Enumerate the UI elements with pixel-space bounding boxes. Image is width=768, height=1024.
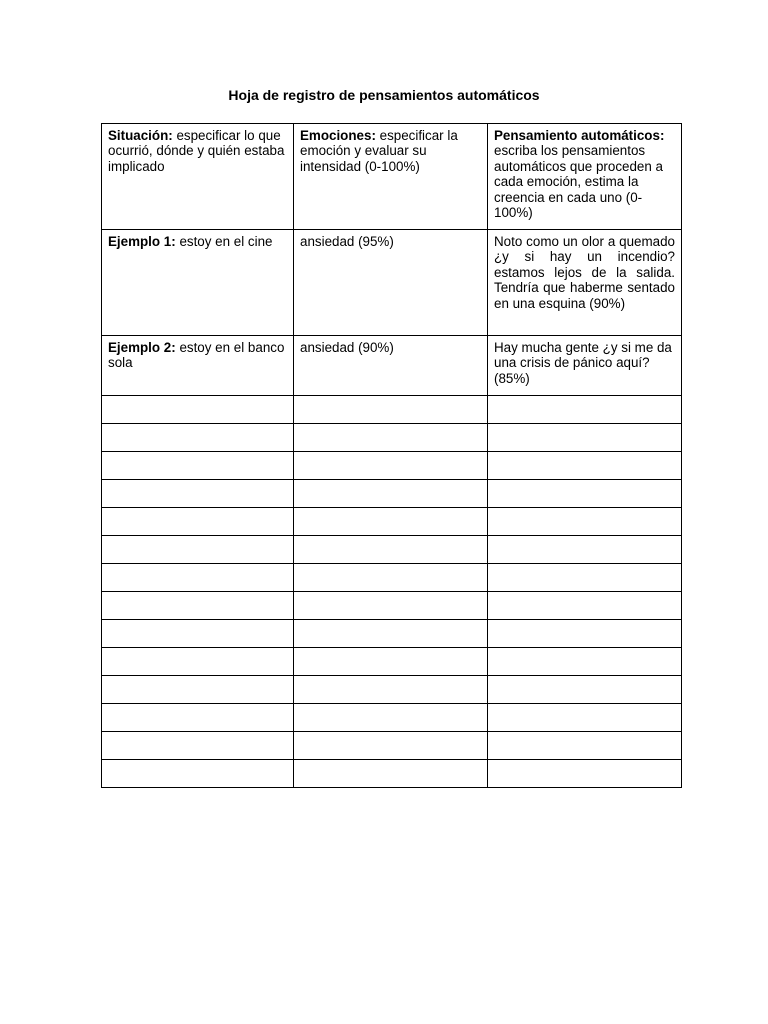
table-row — [102, 230, 682, 336]
thought-record-table — [101, 123, 682, 788]
empty-situation-cell — [102, 396, 294, 424]
empty-emotion-cell — [294, 452, 488, 480]
header-thoughts — [488, 124, 682, 230]
table-row — [102, 336, 682, 396]
empty-emotion-cell — [294, 704, 488, 732]
empty-entry-row — [102, 620, 682, 648]
empty-emotion-cell — [294, 648, 488, 676]
document-title: Hoja de registro de pensamientos automáticos — [228, 87, 540, 103]
empty-thought-cell — [488, 452, 682, 480]
empty-situation-cell — [102, 452, 294, 480]
example-2-situation-text: estoy en el banco sola — [108, 340, 285, 371]
empty-thought-cell — [488, 704, 682, 732]
empty-emotion-cell — [294, 760, 488, 788]
empty-thought-cell — [488, 732, 682, 760]
example-2-emotion: ansiedad (90%) — [294, 336, 488, 396]
empty-emotion-cell — [294, 564, 488, 592]
empty-situation-cell — [102, 620, 294, 648]
empty-thought-cell — [488, 620, 682, 648]
empty-entry-row — [102, 452, 682, 480]
header-situation — [102, 124, 294, 230]
empty-entry-row — [102, 480, 682, 508]
empty-situation-cell — [102, 760, 294, 788]
empty-situation-cell — [102, 536, 294, 564]
empty-emotion-cell — [294, 424, 488, 452]
empty-emotion-cell — [294, 676, 488, 704]
empty-thought-cell — [488, 480, 682, 508]
empty-thought-cell — [488, 648, 682, 676]
empty-emotion-cell — [294, 732, 488, 760]
empty-emotion-cell — [294, 592, 488, 620]
example-1-situation-text: estoy en el cine — [175, 234, 273, 249]
empty-emotion-cell — [294, 396, 488, 424]
empty-entry-row — [102, 648, 682, 676]
header-thoughts-label: Pensamiento automáticos: — [494, 128, 665, 143]
example-2-situation — [102, 336, 294, 396]
empty-emotion-cell — [294, 480, 488, 508]
empty-entry-row — [102, 760, 682, 788]
empty-situation-cell — [102, 424, 294, 452]
example-1-thought: Noto como un olor a quemado ¿y si hay un incendio? estamos lejos de la salida. Tendría que haberme sentado en una esquina (90%) — [488, 230, 682, 336]
empty-thought-cell — [488, 536, 682, 564]
header-emotions-label: Emociones: — [300, 128, 376, 143]
example-2-thought: Hay mucha gente ¿y si me da una crisis de pánico aquí? (85%) — [488, 336, 682, 396]
example-1-emotion: ansiedad (95%) — [294, 230, 488, 336]
example-2-label: Ejemplo 2: — [108, 340, 176, 355]
empty-situation-cell — [102, 676, 294, 704]
empty-emotion-cell — [294, 508, 488, 536]
empty-thought-cell — [488, 564, 682, 592]
empty-emotion-cell — [294, 536, 488, 564]
empty-thought-cell — [488, 424, 682, 452]
empty-emotion-cell — [294, 620, 488, 648]
empty-entry-row — [102, 396, 682, 424]
header-situation-label: Situación: — [108, 128, 173, 143]
empty-thought-cell — [488, 676, 682, 704]
example-1-situation — [102, 230, 294, 336]
empty-entry-row — [102, 424, 682, 452]
empty-thought-cell — [488, 592, 682, 620]
empty-entry-row — [102, 592, 682, 620]
empty-entry-row — [102, 732, 682, 760]
empty-thought-cell — [488, 508, 682, 536]
header-situation-text: especificar lo que ocurrió, dónde y quién estaba implicado — [108, 128, 285, 174]
empty-entry-row — [102, 536, 682, 564]
empty-situation-cell — [102, 648, 294, 676]
empty-situation-cell — [102, 564, 294, 592]
empty-situation-cell — [102, 480, 294, 508]
table-header-row — [102, 124, 682, 230]
header-thoughts-text: escriba los pensamientos automáticos que proceden a cada emoción, estima la creencia en cada uno (0-100%) — [494, 143, 663, 221]
header-emotions — [294, 124, 488, 230]
empty-situation-cell — [102, 592, 294, 620]
empty-situation-cell — [102, 704, 294, 732]
empty-entry-row — [102, 676, 682, 704]
empty-thought-cell — [488, 396, 682, 424]
empty-entry-row — [102, 508, 682, 536]
header-emotions-text: especificar la emoción y evaluar su intensidad (0-100%) — [300, 128, 458, 174]
empty-entry-row — [102, 704, 682, 732]
empty-entry-row — [102, 564, 682, 592]
empty-situation-cell — [102, 732, 294, 760]
empty-situation-cell — [102, 508, 294, 536]
empty-thought-cell — [488, 760, 682, 788]
example-1-label: Ejemplo 1: — [108, 234, 176, 249]
